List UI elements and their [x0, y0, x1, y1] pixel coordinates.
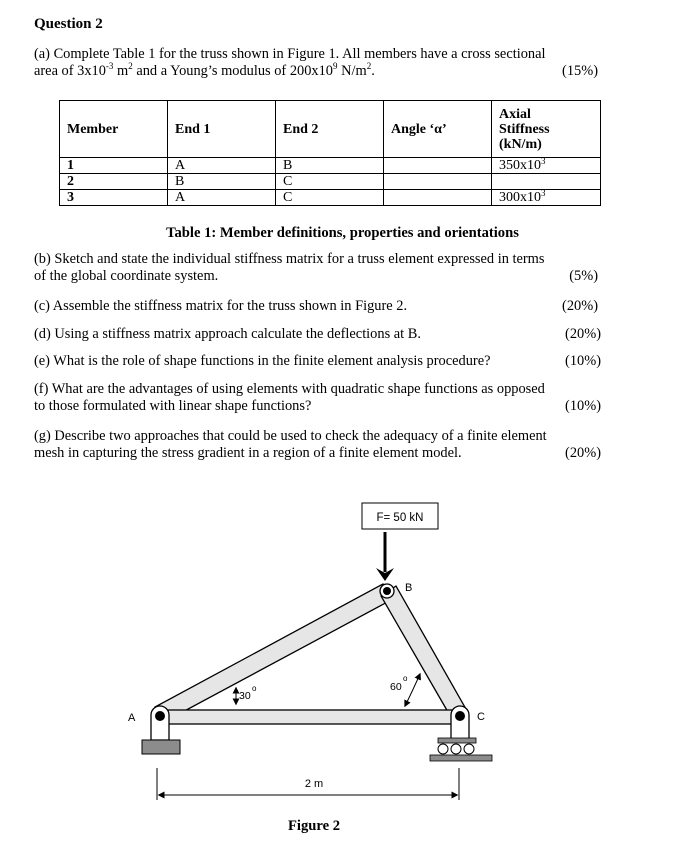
part-c — [34, 298, 601, 315]
part-d-text: (d) Using a stiffness matrix approach calculate the deflections at B. — [34, 326, 421, 342]
part-a-area-exponent: -3 — [105, 61, 114, 71]
part-b-line2 — [34, 268, 601, 285]
cell-member: 2 — [60, 174, 168, 190]
part-g-line2-text: mesh in capturing the stress gradient in a region of a finite element model. — [34, 445, 462, 461]
node-a-label: A — [128, 712, 136, 724]
angle-annotation-c — [390, 674, 420, 706]
span-label: 2 m — [304, 778, 324, 790]
figure-caption: Figure 2 — [288, 818, 341, 834]
node-c-label: C — [477, 711, 485, 723]
part-a-marks: (15%) — [562, 63, 598, 79]
angle-c-degree: o — [403, 674, 408, 683]
part-f-line1: (f) What are the advantages of using elements with quadratic shape functions as opposed — [34, 381, 545, 397]
cell-member: 1 — [60, 158, 168, 174]
part-d-marks: (20%) — [565, 326, 601, 342]
part-f-marks: (10%) — [565, 398, 601, 414]
cell-stiffness — [492, 190, 601, 206]
truss-figure — [0, 490, 685, 810]
cell-member: 3 — [60, 190, 168, 206]
part-a-line2 — [34, 63, 601, 80]
part-b-line1: (b) Sketch and state the individual stiffness matrix for a truss element expressed in terms — [34, 251, 545, 267]
part-c-marks: (20%) — [562, 298, 598, 314]
part-a-modulus-unit-exponent: 2 — [366, 61, 372, 71]
stiffness-exponent: 3 — [541, 188, 546, 198]
part-g-marks: (20%) — [565, 445, 601, 461]
cell-end2: C — [276, 174, 384, 190]
header-angle: Angle ‘α’ — [384, 101, 492, 158]
cell-end1: B — [168, 174, 276, 190]
table-caption: Table 1: Member definitions, properties and orientations — [166, 225, 519, 241]
part-a-modulus-text: and a Young’s modulus of 200x10 — [132, 63, 333, 79]
part-b — [34, 251, 601, 285]
part-a — [34, 46, 601, 80]
part-e-marks: (10%) — [565, 353, 601, 369]
table-header-row — [60, 101, 601, 158]
angle-a-value: 30 — [239, 690, 251, 702]
node-b-label: B — [405, 582, 413, 594]
part-b-line2-text: of the global coordinate system. — [34, 268, 219, 284]
header-end2: End 2 — [276, 101, 384, 158]
header-end1: End 1 — [168, 101, 276, 158]
cell-stiffness — [492, 174, 601, 190]
header-axial-stiffness — [492, 101, 601, 158]
header-axial-line3: (kN/m) — [499, 136, 542, 152]
part-d-line1 — [34, 326, 601, 343]
part-b-marks: (5%) — [569, 268, 598, 284]
stiffness-exponent: 3 — [541, 156, 546, 166]
cell-angle — [384, 158, 492, 174]
stiffness-value: 350x10 — [499, 158, 541, 173]
header-member: Member — [60, 101, 168, 158]
part-a-modulus-unit: N/m — [337, 63, 367, 79]
part-d — [34, 326, 601, 343]
header-axial-line2: Stiffness — [499, 121, 550, 137]
part-g-line2 — [34, 445, 601, 462]
cell-angle — [384, 190, 492, 206]
member-ab — [155, 584, 393, 722]
stiffness-value: 300x10 — [499, 190, 541, 205]
load-label: F= 50 kN — [376, 512, 424, 524]
part-f — [34, 381, 601, 415]
part-g — [34, 428, 601, 462]
part-e-line1 — [34, 353, 601, 370]
angle-c-value: 60 — [390, 681, 402, 693]
part-c-line1 — [34, 298, 601, 315]
part-e — [34, 353, 601, 370]
member-bc — [381, 586, 466, 719]
part-a-line1: (a) Complete Table 1 for the truss shown in Figure 1. All members have a cross sectional — [34, 46, 546, 62]
cell-end2: B — [276, 158, 384, 174]
part-a-area-unit: m — [113, 63, 129, 79]
part-a-period: . — [371, 63, 375, 79]
cell-end1: A — [168, 158, 276, 174]
member-ac — [162, 710, 458, 724]
part-a-area-text: area of 3x10 — [34, 63, 106, 79]
cell-stiffness — [492, 158, 601, 174]
part-c-text: (c) Assemble the stiffness matrix for the truss shown in Figure 2. — [34, 298, 408, 314]
table-row — [60, 174, 601, 190]
cell-end1: A — [168, 190, 276, 206]
angle-a-degree: o — [252, 684, 257, 693]
part-g-line1: (g) Describe two approaches that could be used to check the adequacy of a finite element — [34, 428, 547, 444]
part-e-text: (e) What is the role of shape functions in the finite element analysis procedure? — [34, 353, 491, 369]
part-a-area-unit-exponent: 2 — [128, 61, 133, 71]
part-a-modulus-exponent: 9 — [333, 61, 338, 71]
table-row — [60, 190, 601, 206]
part-f-line2 — [34, 398, 601, 415]
cell-end2: C — [276, 190, 384, 206]
part-f-line2-text: to those formulated with linear shape functions? — [34, 398, 312, 414]
cell-angle — [384, 174, 492, 190]
table-1 — [59, 100, 601, 206]
node-b-pin — [383, 587, 391, 595]
angle-annotation-a — [236, 684, 257, 704]
question-title: Question 2 — [34, 16, 103, 32]
header-axial-line1: Axial — [499, 106, 531, 122]
table-row — [60, 158, 601, 174]
